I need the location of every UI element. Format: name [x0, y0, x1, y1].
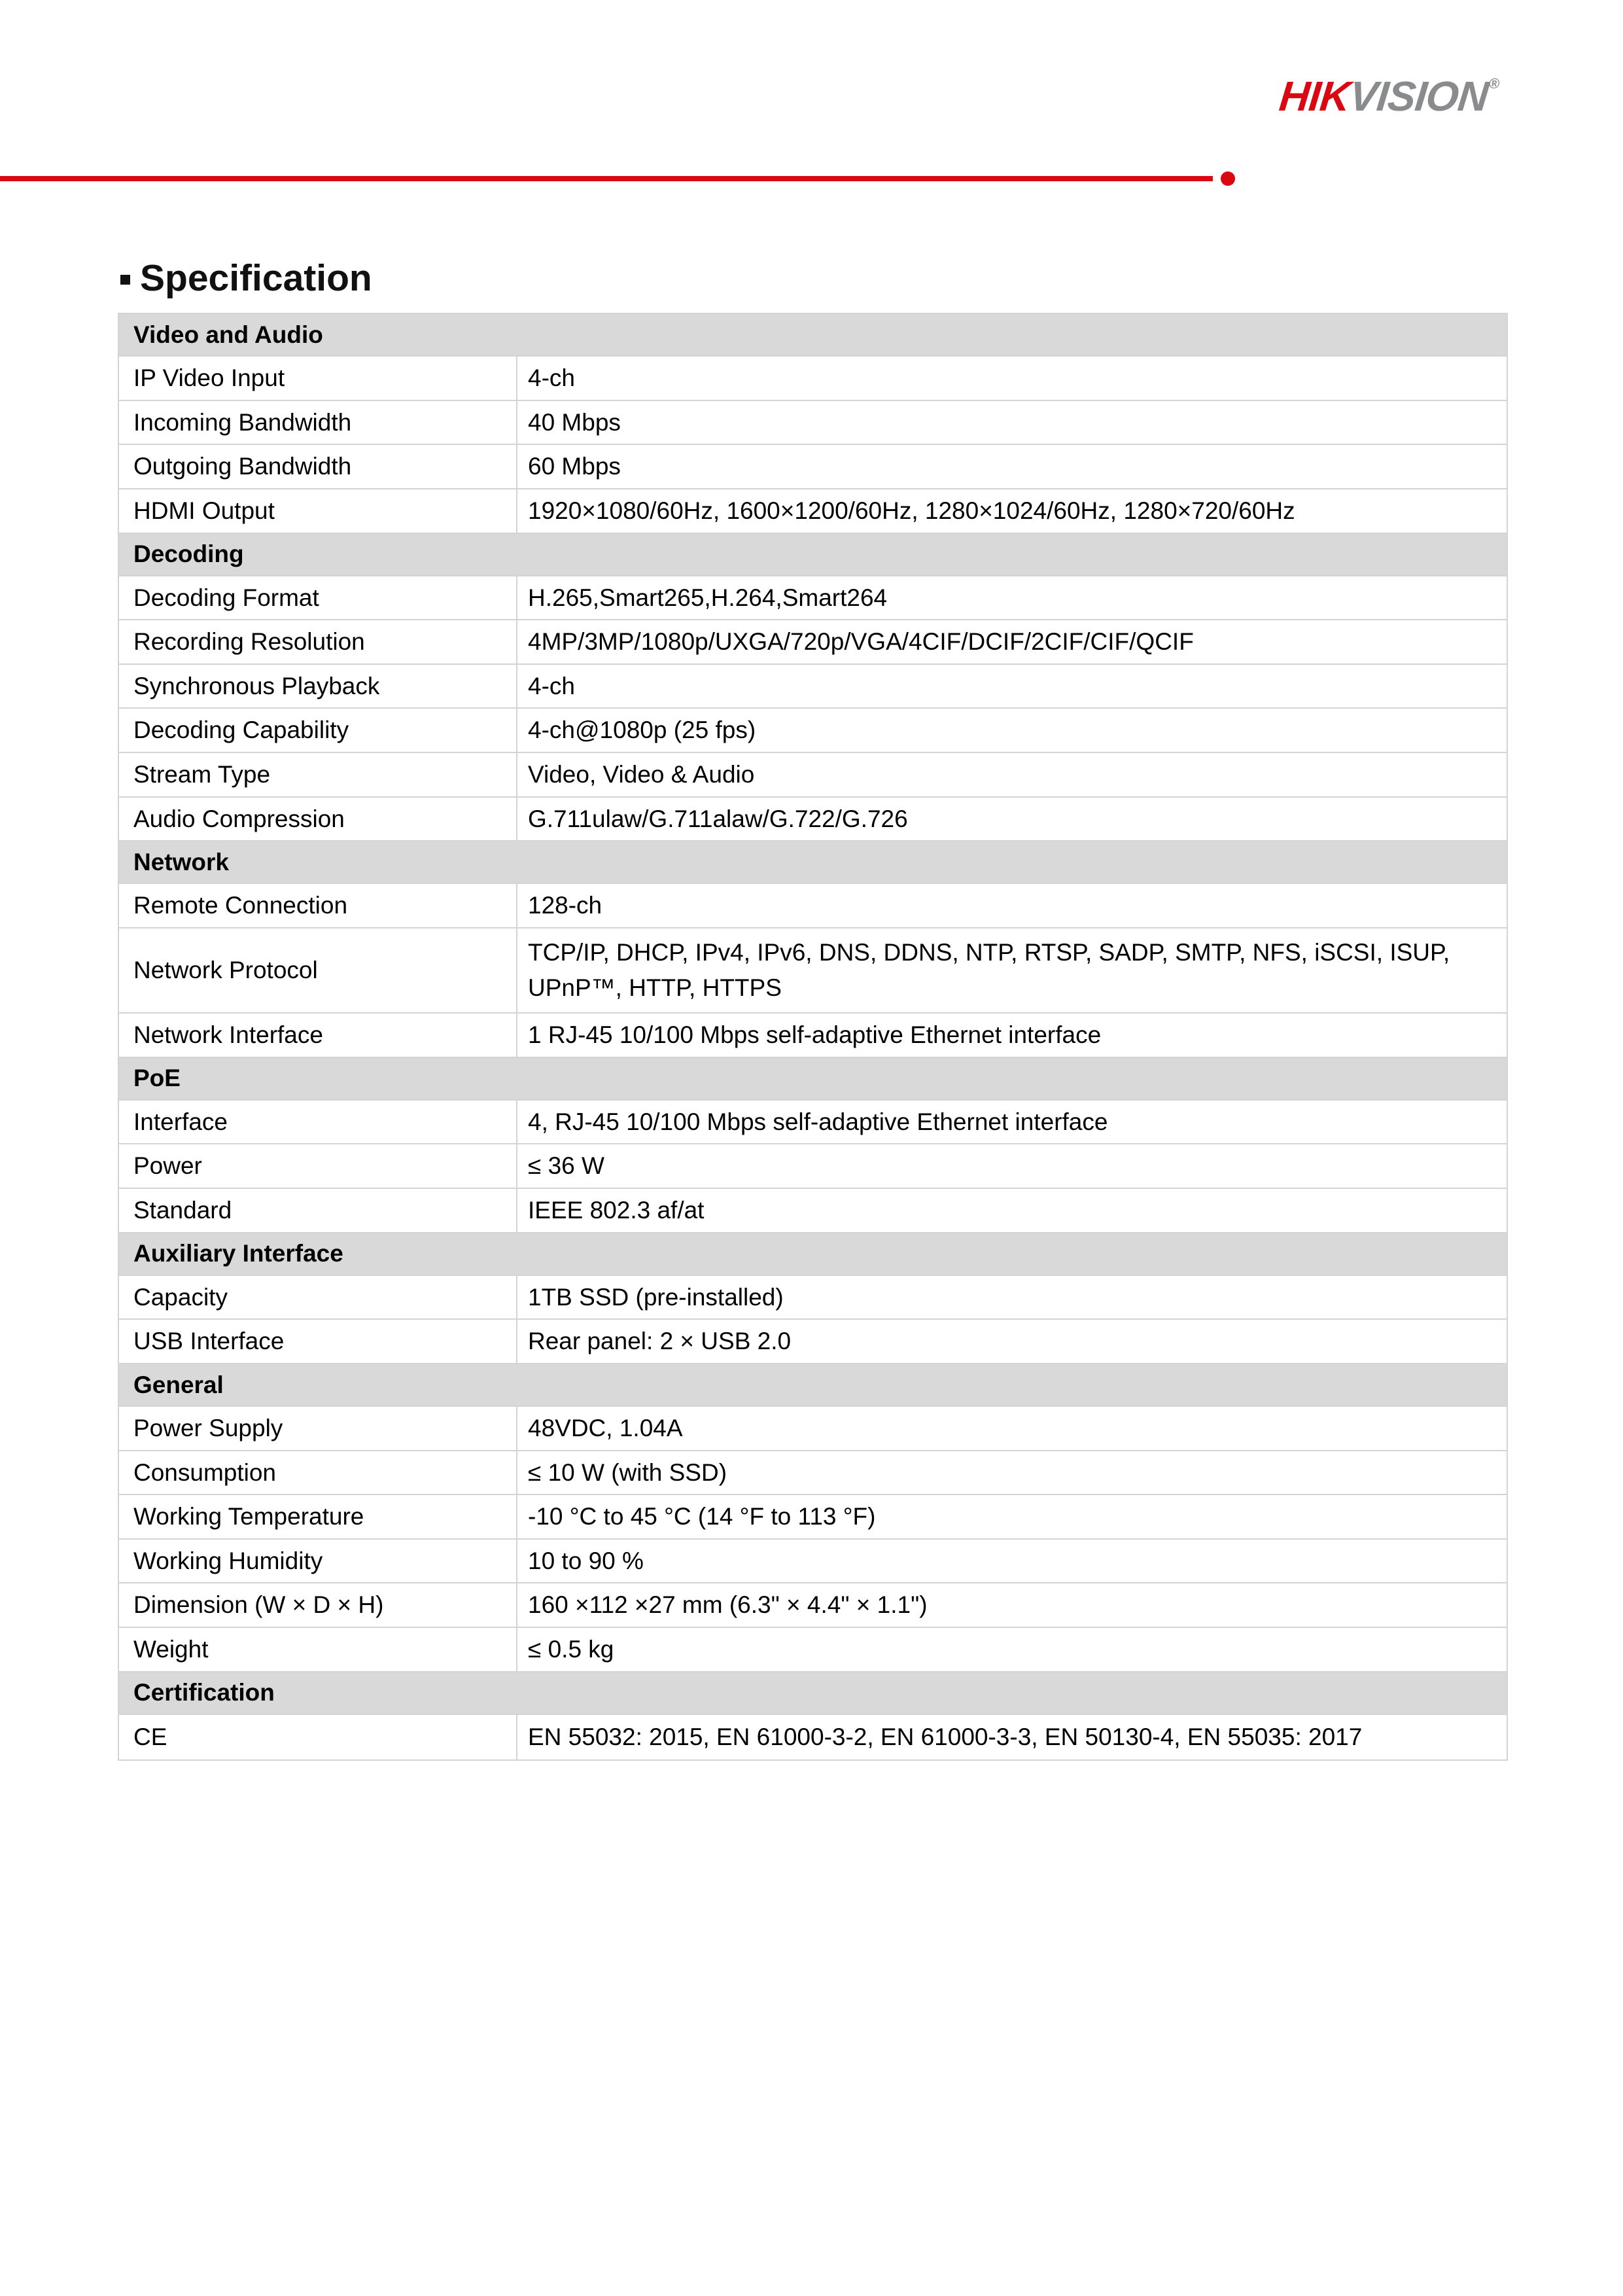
header-rule-dot-icon [1221, 171, 1235, 186]
spec-label: IP Video Input [118, 356, 517, 400]
hikvision-logo [1277, 72, 1501, 120]
spec-value: 4-ch@1080p (25 fps) [517, 708, 1507, 752]
spec-value: H.265,Smart265,H.264,Smart264 [517, 576, 1507, 620]
spec-value: ≤ 10 W (with SSD) [517, 1451, 1507, 1495]
spec-value: 4MP/3MP/1080p/UXGA/720p/VGA/4CIF/DCIF/2CIF/CIF/QCIF [517, 620, 1507, 664]
spec-label: Audio Compression [118, 797, 517, 841]
spec-label: Standard [118, 1188, 517, 1233]
table-row [118, 708, 1507, 752]
spec-label: Dimension (W × D × H) [118, 1583, 517, 1627]
spec-value: 1920×1080/60Hz, 1600×1200/60Hz, 1280×1024/60Hz, 1280×720/60Hz [517, 489, 1507, 533]
section-title: General [118, 1364, 1507, 1406]
spec-value: 40 Mbps [517, 400, 1507, 445]
table-row [118, 576, 1507, 620]
spec-label: Decoding Format [118, 576, 517, 620]
spec-label: Stream Type [118, 752, 517, 797]
table-row [118, 797, 1507, 841]
section-title: PoE [118, 1057, 1507, 1100]
table-row [118, 489, 1507, 533]
section-row-video-and-audio [118, 313, 1507, 356]
specification-table [118, 313, 1508, 1761]
spec-label: HDMI Output [118, 489, 517, 533]
spec-value: 4-ch [517, 664, 1507, 709]
table-row [118, 928, 1507, 1013]
spec-value: ≤ 0.5 kg [517, 1627, 1507, 1672]
section-title: Auxiliary Interface [118, 1233, 1507, 1275]
section-row-poe [118, 1057, 1507, 1100]
table-row [118, 664, 1507, 709]
spec-label: Remote Connection [118, 883, 517, 928]
spec-value: 10 to 90 % [517, 1539, 1507, 1583]
section-title: Network [118, 841, 1507, 883]
page-title [120, 258, 372, 299]
table-row [118, 444, 1507, 489]
spec-value: 4, RJ-45 10/100 Mbps self-adaptive Ethernet interface [517, 1100, 1507, 1144]
logo-hik-text: HIK [1277, 73, 1353, 120]
table-row [118, 1451, 1507, 1495]
table-row [118, 1627, 1507, 1672]
section-title: Video and Audio [118, 313, 1507, 356]
logo-vision-text: VISION [1347, 73, 1490, 120]
spec-label: Working Humidity [118, 1539, 517, 1583]
spec-value: Video, Video & Audio [517, 752, 1507, 797]
section-title: Decoding [118, 533, 1507, 576]
spec-value: Rear panel: 2 × USB 2.0 [517, 1319, 1507, 1364]
section-row-certification [118, 1672, 1507, 1714]
spec-label: Interface [118, 1100, 517, 1144]
section-row-decoding [118, 533, 1507, 576]
section-row-network [118, 841, 1507, 883]
table-row [118, 752, 1507, 797]
spec-label: Power [118, 1144, 517, 1188]
spec-value: ≤ 36 W [517, 1144, 1507, 1188]
spec-value: 160 ×112 ×27 mm (6.3" × 4.4" × 1.1") [517, 1583, 1507, 1627]
spec-label: Weight [118, 1627, 517, 1672]
table-row [118, 1188, 1507, 1233]
spec-label: Working Temperature [118, 1494, 517, 1539]
section-row-auxiliary-interface [118, 1233, 1507, 1275]
spec-value: 4-ch [517, 356, 1507, 400]
spec-value: G.711ulaw/G.711alaw/G.722/G.726 [517, 797, 1507, 841]
spec-value: IEEE 802.3 af/at [517, 1188, 1507, 1233]
spec-value: 1TB SSD (pre-installed) [517, 1275, 1507, 1320]
section-title: Certification [118, 1672, 1507, 1714]
spec-value: -10 °C to 45 °C (14 °F to 113 °F) [517, 1494, 1507, 1539]
spec-label: Power Supply [118, 1406, 517, 1451]
spec-value: 60 Mbps [517, 444, 1507, 489]
table-row [118, 1275, 1507, 1320]
spec-value: 1 RJ-45 10/100 Mbps self-adaptive Ethernet interface [517, 1013, 1507, 1057]
spec-value: 128-ch [517, 883, 1507, 928]
spec-label: Network Protocol [118, 928, 517, 1013]
table-row [118, 1539, 1507, 1583]
table-row [118, 1714, 1507, 1760]
table-row [118, 1144, 1507, 1188]
spec-label: Capacity [118, 1275, 517, 1320]
page-title-text: Specification [140, 257, 372, 299]
table-row [118, 1319, 1507, 1364]
table-row [118, 1100, 1507, 1144]
spec-label: Synchronous Playback [118, 664, 517, 709]
spec-label: Outgoing Bandwidth [118, 444, 517, 489]
spec-label: CE [118, 1714, 517, 1760]
spec-value: TCP/IP, DHCP, IPv4, IPv6, DNS, DDNS, NTP, RTSP, SADP, SMTP, NFS, iSCSI, ISUP, UPnP™, HTTP, HTTPS [517, 928, 1507, 1013]
spec-value: 48VDC, 1.04A [517, 1406, 1507, 1451]
square-bullet-icon [120, 275, 130, 285]
spec-label: Network Interface [118, 1013, 517, 1057]
table-row [118, 1406, 1507, 1451]
spec-value: EN 55032: 2015, EN 61000-3-2, EN 61000-3-3, EN 50130-4, EN 55035: 2017 [517, 1714, 1507, 1760]
spec-label: Recording Resolution [118, 620, 517, 664]
spec-label: USB Interface [118, 1319, 517, 1364]
table-row [118, 356, 1507, 400]
spec-label: Incoming Bandwidth [118, 400, 517, 445]
header-rule-line [0, 176, 1213, 181]
registered-trademark-icon: ® [1488, 75, 1501, 92]
table-row [118, 1494, 1507, 1539]
section-row-general [118, 1364, 1507, 1406]
table-row [118, 883, 1507, 928]
table-row [118, 620, 1507, 664]
table-row [118, 1583, 1507, 1627]
spec-label: Decoding Capability [118, 708, 517, 752]
table-row [118, 1013, 1507, 1057]
spec-label: Consumption [118, 1451, 517, 1495]
table-row [118, 400, 1507, 445]
